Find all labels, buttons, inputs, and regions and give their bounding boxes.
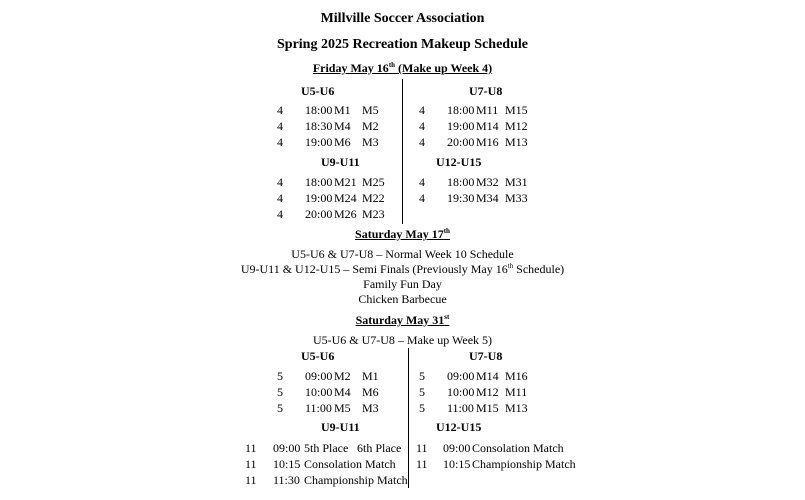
row-field: 4 [419,135,425,149]
row-away-team: M16 [505,369,528,383]
friday-header-sup: th [388,61,396,69]
row-home-team: M12 [476,385,499,399]
row-field: 5 [277,401,283,415]
row-home-team: M5 [334,401,351,415]
row-time: 09:00 [447,369,475,383]
friday-column-divider [402,79,403,224]
row-home-team: M32 [476,175,499,189]
row-match: Championship Match [472,457,576,471]
friday-header-date: Friday May 16 [312,61,389,75]
row-away-team: M13 [505,401,528,415]
row-home-team: M24 [334,191,357,205]
row-field: 11 [245,457,257,471]
saturday31-header-sup: st [444,313,450,321]
saturday17-line-1: U5-U6 & U7-U8 – Normal Week 10 Schedule [291,247,514,261]
saturday17-line-2-suffix: Schedule) [513,262,565,276]
row-time: 18:00 [447,103,475,117]
row-field: 4 [277,191,283,205]
row-field: 11 [245,473,257,487]
row-away-team: M23 [362,207,385,221]
row-home-team: M11 [476,103,499,117]
row-home-team: M2 [334,369,351,383]
saturday17-line-2-sup: th [507,262,514,270]
row-time: 11:30 [273,473,300,487]
row-away-team: M5 [362,103,379,117]
row-field: 5 [419,385,425,399]
row-field: 11 [416,441,428,455]
row-home-team: M1 [334,103,351,117]
row-home-team: M21 [334,175,357,189]
row-field: 11 [416,457,428,471]
row-home-team: M6 [334,135,351,149]
row-away-team: M22 [362,191,385,205]
row-time: 11:00 [447,401,474,415]
saturday17-line-2-text: U9-U11 & U12-U15 – Semi Finals (Previously May 16 [240,262,508,276]
row-match: Consolation Match [472,441,564,455]
row-away-team: M33 [505,191,528,205]
row-match: Championship Match [304,473,408,487]
saturday31-u9u11-label: U9-U11 [321,420,360,434]
friday-u12u15-label: U12-U15 [436,155,482,169]
row-home-team: M16 [476,135,499,149]
saturday31-u7u8-label: U7-U8 [469,349,503,363]
saturday17-header-sup: th [443,227,450,235]
row-field: 4 [277,135,283,149]
row-time: 18:00 [447,175,475,189]
document-title: Millville Soccer Association [320,11,485,26]
saturday17-line-4: Chicken Barbecue [358,292,447,306]
saturday31-column-divider [408,348,409,488]
document-subtitle: Spring 2025 Recreation Makeup Schedule [277,37,528,52]
row-time: 10:00 [305,385,333,399]
row-away-team: M13 [505,135,528,149]
row-away-team: M12 [505,119,528,133]
row-away-team: M25 [362,175,385,189]
row-time: 19:00 [447,119,475,133]
saturday31-header-date: Saturday May 31 [355,313,445,327]
row-field: 4 [419,103,425,117]
row-field: 5 [419,369,425,383]
row-field: 4 [277,175,283,189]
saturday17-line-3: Family Fun Day [363,277,442,291]
row-away-team: M2 [362,119,379,133]
row-time: 20:00 [305,207,333,221]
friday-u9u11-label: U9-U11 [321,155,360,169]
row-away-team: M15 [505,103,528,117]
saturday17-header [0,227,805,242]
row-time: 09:00 [273,441,301,455]
row-field: 4 [419,175,425,189]
row-away-team: M31 [505,175,528,189]
row-match-secondary: 6th Place [357,441,402,455]
friday-u7u8-label: U7-U8 [469,84,503,98]
saturday17-line-2 [0,262,805,277]
row-home-team: M34 [476,191,499,205]
row-time: 18:00 [305,175,333,189]
row-away-team: M1 [362,369,379,383]
row-field: 11 [245,441,257,455]
row-match: Consolation Match [304,457,396,471]
row-time: 19:00 [305,191,333,205]
saturday31-header [0,313,805,328]
row-home-team: M4 [334,385,351,399]
row-field: 4 [277,103,283,117]
row-home-team: M4 [334,119,351,133]
row-time: 09:00 [305,369,333,383]
row-time: 20:00 [447,135,475,149]
row-time: 18:30 [305,119,333,133]
saturday31-u5u6-label: U5-U6 [301,349,335,363]
row-time: 10:15 [443,457,471,471]
saturday31-u12u15-label: U12-U15 [436,420,482,434]
row-home-team: M14 [476,119,499,133]
row-away-team: M11 [505,385,528,399]
row-field: 4 [419,119,425,133]
row-time: 10:00 [447,385,475,399]
row-home-team: M14 [476,369,499,383]
row-time: 10:15 [273,457,301,471]
row-time: 19:00 [305,135,333,149]
row-time: 11:00 [305,401,332,415]
saturday31-line-1: U5-U6 & U7-U8 – Make up Week 5) [312,333,493,347]
row-match: 5th Place [304,441,349,455]
friday-header-suffix: (Make up Week 4) [395,61,493,75]
row-time: 19:30 [447,191,475,205]
row-away-team: M6 [362,385,379,399]
row-away-team: M3 [362,135,379,149]
friday-u5u6-label: U5-U6 [301,84,335,98]
row-field: 4 [277,207,283,221]
row-home-team: M15 [476,401,499,415]
row-time: 09:00 [443,441,471,455]
row-field: 5 [419,401,425,415]
row-field: 5 [277,385,283,399]
row-field: 4 [419,191,425,205]
row-field: 4 [277,119,283,133]
friday-header [0,61,805,76]
row-home-team: M26 [334,207,357,221]
row-field: 5 [277,369,283,383]
row-time: 18:00 [305,103,333,117]
row-away-team: M3 [362,401,379,415]
saturday17-header-date: Saturday May 17 [355,227,444,241]
